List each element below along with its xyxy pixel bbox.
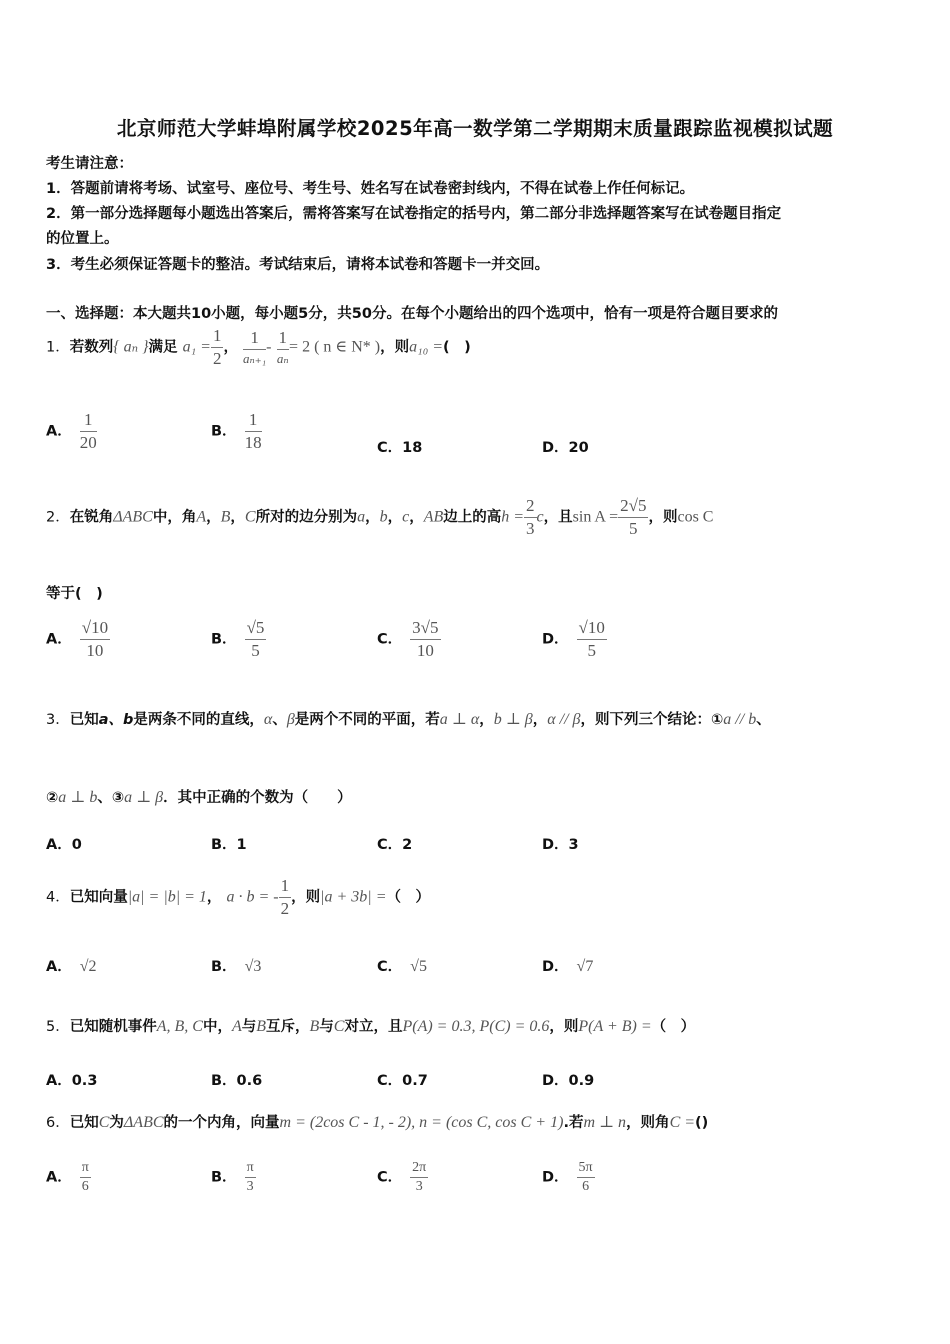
q6-option-d: D． $\frac{5\pi}{6}$	[542, 1160, 593, 1194]
q1-condition: = 2 ( n ∈ N* )	[289, 338, 381, 356]
notice-heading: 考生请注意：	[46, 156, 133, 172]
q3-cond-1: a ⊥ α	[439, 711, 480, 728]
q6-option-a: A． $\frac{\pi}{6}$	[46, 1160, 89, 1194]
q2-option-b: B． $\frac{√5}{5}$	[211, 618, 265, 660]
q1-a1: a₁ =	[182, 338, 211, 356]
q2-comma-3: ，	[365, 509, 380, 526]
q2-side-b: b	[379, 508, 388, 526]
q5-text-4: 互斥，	[266, 1019, 310, 1035]
q5-text-7: ，则	[549, 1019, 579, 1035]
q2-height-c: c	[536, 508, 544, 526]
q5-option-d: D．0.9	[542, 1073, 595, 1089]
q1-option-c: C．18	[377, 440, 423, 456]
q5-option-a: A．0.3	[46, 1073, 98, 1089]
q2-text-5: ，且	[543, 509, 573, 526]
notice-item-2: 2．第一部分选择题每小题选出答案后，需将答案写在试卷指定的括号内，第二部分非选择题答案写在试卷题目指定	[46, 206, 782, 222]
q2-height: h =	[501, 508, 525, 526]
q1-frac-1: $\frac{1}{2}$	[212, 326, 222, 368]
q4-comma: ，	[206, 889, 222, 906]
q5-event-b-2: B	[309, 1018, 320, 1035]
q4-blank: （ ）	[386, 889, 430, 906]
q6-text-3: 的一个内角，向量	[163, 1115, 280, 1131]
q2-text-6: ，则	[648, 509, 678, 526]
q4-expression: |a + 3b| =	[320, 888, 387, 906]
q5-blank: （ ）	[651, 1019, 696, 1035]
q3-result-2: a ⊥ b	[58, 789, 98, 806]
question-number: 5．	[46, 1019, 70, 1035]
q3-circle-3: 、③	[97, 790, 125, 806]
question-4	[46, 876, 430, 919]
q1-sequence: { aₙ }	[113, 338, 149, 356]
q2-text: 在锐角	[69, 509, 114, 526]
q2-angle-c: C	[244, 508, 256, 526]
q3-comma-1: ，	[479, 712, 494, 728]
q3-comma-2: ，	[532, 712, 548, 728]
q1-frac-2: $\frac{1}{\text{aₙ₊₁}}$	[243, 328, 267, 366]
q6-triangle: ΔABC	[123, 1114, 164, 1131]
notice-item-1: 1．答题前请将考场、试室号、座位号、考生号、姓名写在试卷密封线内，不得在试卷上作任何标记。	[46, 181, 695, 197]
q3-option-c: C．2	[377, 837, 413, 853]
q2-option-c: C． $\frac{3√5}{10}$	[377, 618, 439, 660]
section-heading: 一、选择题：本大题共10小题，每小题5分，共50分。在每个小题给出的四个选项中，恰有一项是符合题目要求的	[46, 306, 778, 322]
q2-comma-4: ，	[387, 509, 403, 526]
q3-result-3: a ⊥ β	[124, 789, 164, 806]
q5-event-a: A	[231, 1018, 242, 1035]
q1-minus: -	[266, 338, 272, 356]
q6-text-4: .若	[563, 1115, 584, 1131]
q2-comma-5: ，	[409, 509, 424, 526]
q5-text-5: 与	[319, 1019, 334, 1035]
q2-option-a: A． $\frac{√10}{10}$	[46, 618, 109, 660]
q3-option-b: B．1	[211, 837, 247, 853]
question-6	[46, 1111, 708, 1132]
q5-event-c: C	[333, 1018, 345, 1035]
q4-option-b: B． √3	[211, 958, 262, 975]
q5-option-b: B．0.6	[211, 1073, 263, 1089]
q3-text-2: 是两条不同的直线，	[133, 712, 264, 728]
notice-item-3: 3．考生必须保证答题卡的整洁。考试结束后，请将本试卷和答题卡一并交回。	[46, 257, 550, 273]
q3-option-d: D．3	[542, 837, 579, 853]
q2-text-2: 中，角	[152, 509, 197, 526]
q2-angle-a: A	[196, 508, 207, 526]
q5-text-6: 对立，且	[344, 1019, 403, 1035]
q3-continuation	[46, 786, 352, 807]
q6-blank: ()	[695, 1115, 709, 1131]
q5-option-c: C．0.7	[377, 1073, 428, 1089]
q3-cond-3: α // β	[547, 711, 581, 728]
q1-option-d: D．20	[542, 440, 589, 456]
q2-option-d: D． $\frac{√10}{5}$	[542, 618, 605, 660]
question-5	[46, 1015, 695, 1036]
q2-side-a: a	[357, 508, 366, 526]
q4-dot-product: a · b = -	[226, 888, 279, 906]
q2-ab: AB	[423, 508, 444, 526]
q5-event-b: B	[256, 1018, 267, 1035]
q3-result-1: a // b	[723, 711, 757, 728]
q6-text: 已知	[69, 1115, 99, 1131]
q4-option-a: A． √2	[46, 958, 97, 975]
q3-text: 已知	[69, 712, 99, 728]
q2-comma-1: ，	[206, 509, 221, 526]
q6-vectors: m = (2cos C - 1, - 2), n = (cos C, cos C + 1)	[279, 1114, 564, 1131]
q2-side-c: c	[402, 508, 410, 526]
q2-angle-b: B	[220, 508, 231, 526]
q4-frac: $\frac{1}{2}$	[280, 876, 290, 918]
q3-sep: 、	[272, 712, 287, 728]
q3-text-4: ，则下列三个结论：①	[580, 712, 724, 728]
q1-a10: a₁₀ =	[409, 338, 444, 356]
question-number: 4．	[46, 889, 70, 906]
q6-text-5: ，则角	[626, 1115, 670, 1131]
q3-circle-2: ②	[46, 790, 59, 806]
q1-text: 若数列	[69, 339, 114, 356]
question-2	[46, 496, 713, 539]
q3-text-3: 是两个不同的平面，若	[294, 712, 440, 728]
q3-lines: a、b	[98, 712, 134, 728]
q6-angle-c: C	[98, 1114, 110, 1131]
q1-option-b: B． $\frac{1}{18}$	[211, 410, 262, 452]
q1-blank: ( )	[443, 339, 471, 356]
question-3	[46, 708, 771, 729]
q1-comma: ，	[223, 339, 238, 356]
q1-frac-3: $\frac{1}{\text{aₙ}}$	[276, 328, 289, 366]
q1-option-a: A． $\frac{1}{20}$	[46, 410, 97, 452]
q3-alpha: α	[263, 711, 273, 728]
q2-triangle: ΔABC	[113, 508, 153, 526]
question-number: 6．	[46, 1115, 70, 1131]
q4-option-d: D． √7	[542, 958, 594, 975]
q2-text-4: 边上的高	[443, 509, 502, 526]
q4-option-c: C． √5	[377, 958, 427, 975]
q5-text: 已知随机事件	[69, 1019, 157, 1035]
q5-text-3: 与	[241, 1019, 257, 1035]
q5-ask: P(A + B) =	[578, 1018, 652, 1035]
q5-text-2: 中，	[202, 1019, 232, 1035]
question-1	[46, 326, 471, 369]
q2-text-3: 所对的边分别为	[255, 509, 358, 526]
q2-height-frac: $\frac{2}{3}$	[526, 496, 535, 538]
q6-option-c: C． $\frac{2\pi}{3}$	[377, 1160, 427, 1194]
q2-sin-frac: $\frac{2√5}{5}$	[620, 496, 647, 538]
q4-text-2: ，则	[291, 889, 321, 906]
question-number: 1．	[46, 339, 70, 356]
q4-text: 已知向量	[69, 889, 128, 906]
notice-item-2-cont: 的位置上。	[46, 231, 119, 247]
q3-cond-2: b ⊥ β	[493, 711, 533, 728]
question-number: 2．	[46, 509, 70, 526]
q6-text-2: 为	[109, 1115, 124, 1131]
q3-beta: β	[286, 711, 295, 728]
q6-option-b: B． $\frac{\pi}{3}$	[211, 1160, 254, 1194]
q5-probabilities: P(A) = 0.3, P(C) = 0.6	[402, 1018, 550, 1035]
q3-text-6: ．其中正确的个数为（ ）	[163, 790, 352, 806]
q2-sin: sin A =	[572, 508, 619, 526]
q2-comma-2: ，	[230, 509, 245, 526]
q6-perp: m ⊥ n	[583, 1114, 627, 1131]
q6-ask: C =	[669, 1114, 696, 1131]
q2-cos: cos C	[677, 508, 714, 526]
q4-modulus: |a| = |b| = 1	[127, 888, 207, 906]
q5-events: A, B, C	[156, 1018, 203, 1035]
question-number: 3．	[46, 712, 70, 728]
q3-option-a: A．0	[46, 837, 82, 853]
q1-text-3: ，则	[380, 339, 410, 356]
q3-text-5: 、	[756, 712, 771, 728]
q2-continuation: 等于( )	[46, 586, 103, 602]
page-title: 北京师范大学蚌埠附属学校2025年高一数学第二学期期末质量跟踪监视模拟试题	[116, 117, 834, 140]
q1-text-2: 满足	[148, 339, 178, 356]
